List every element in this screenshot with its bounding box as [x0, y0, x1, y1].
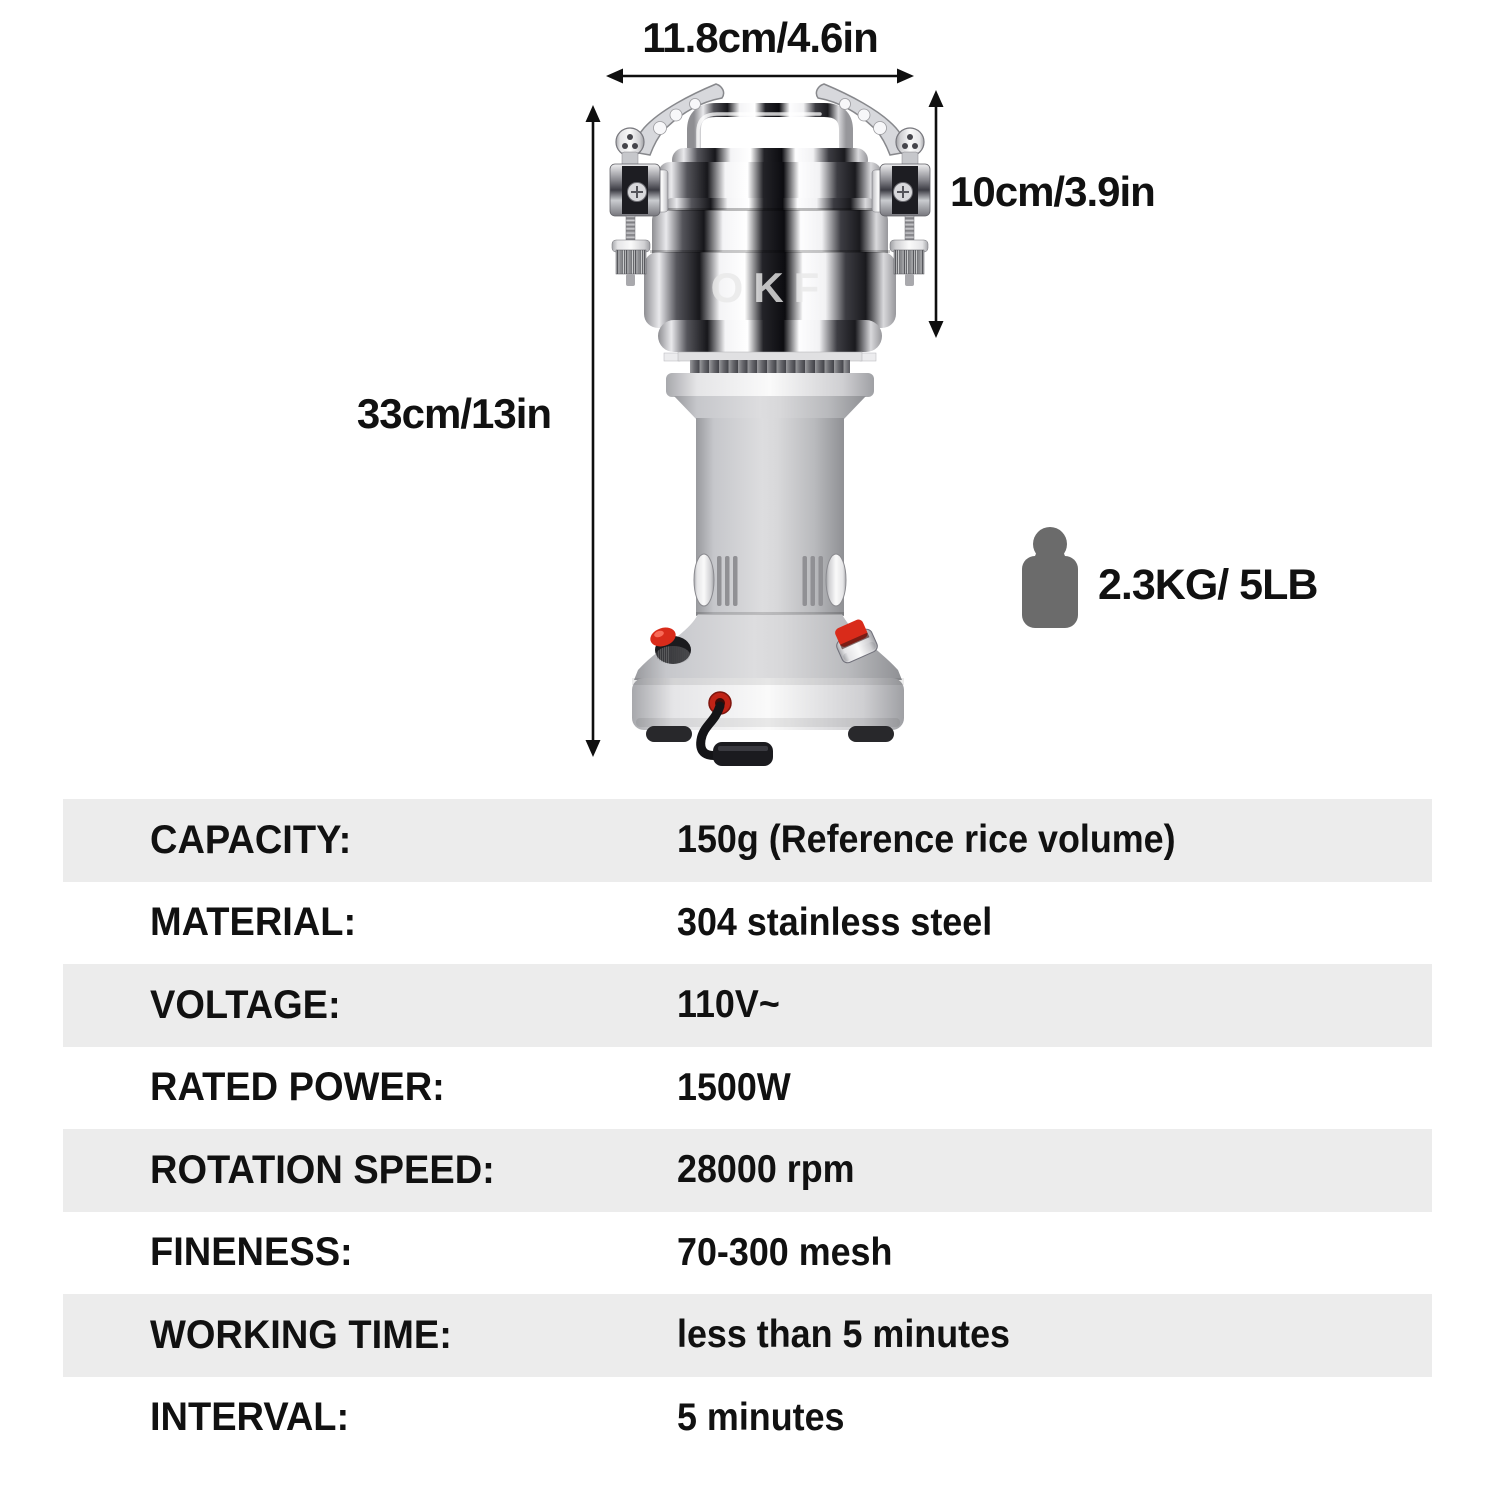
- spec-value: 1500W: [677, 1065, 791, 1109]
- total-height-dimension-label: 33cm/13in: [356, 390, 552, 437]
- spec-value: 28000 rpm: [677, 1148, 855, 1192]
- grain-grinder-illustration: [610, 84, 930, 766]
- weight-label: 2.3KG/ 5LB: [1098, 561, 1318, 609]
- spec-label: MATERIAL:: [150, 900, 357, 945]
- width-dimension-arrow: [606, 69, 914, 84]
- cup-height-dimension-label: 10cm/3.9in: [950, 168, 1155, 215]
- spec-row-rated-power: [63, 1047, 1432, 1130]
- spec-label: ROTATION SPEED:: [150, 1147, 495, 1192]
- spec-value: 304 stainless steel: [677, 900, 993, 944]
- spec-row-material: [63, 882, 1432, 965]
- spec-row-working-time: [63, 1294, 1432, 1377]
- spec-table: [63, 799, 1432, 1459]
- spec-row-capacity: [63, 799, 1432, 882]
- spec-row-voltage: [63, 964, 1432, 1047]
- grinder-cup: [644, 148, 896, 352]
- clamp-arm: [616, 84, 724, 156]
- spec-label: FINENESS:: [150, 1230, 353, 1275]
- spec-value: 110V~: [677, 983, 780, 1027]
- spec-label: VOLTAGE:: [150, 982, 341, 1027]
- spec-value: 150g (Reference rice volume): [677, 818, 1176, 862]
- total-height-dimension-arrow: [586, 105, 601, 757]
- rubber-foot: [646, 726, 692, 742]
- spec-row-fineness: [63, 1212, 1432, 1295]
- spec-value: 5 minutes: [677, 1395, 845, 1439]
- weight-icon: [1022, 527, 1078, 628]
- spec-label: WORKING TIME:: [150, 1312, 452, 1357]
- brand-text: OKF: [710, 264, 830, 311]
- width-dimension-label: 11.8cm/4.6in: [642, 14, 878, 61]
- cup-height-dimension-arrow: [929, 90, 944, 338]
- spec-row-rotation-speed: [63, 1129, 1432, 1212]
- spec-label: INTERVAL:: [150, 1395, 350, 1440]
- grinder-column: [694, 418, 846, 616]
- grinder-collar: [664, 352, 876, 420]
- grinder-base-ring: [632, 678, 904, 742]
- spec-value: less than 5 minutes: [677, 1313, 1010, 1357]
- spec-label: CAPACITY:: [150, 817, 352, 862]
- spec-row-interval: [63, 1377, 1432, 1460]
- spec-value: 70-300 mesh: [677, 1230, 893, 1274]
- spec-label: RATED POWER:: [150, 1065, 445, 1110]
